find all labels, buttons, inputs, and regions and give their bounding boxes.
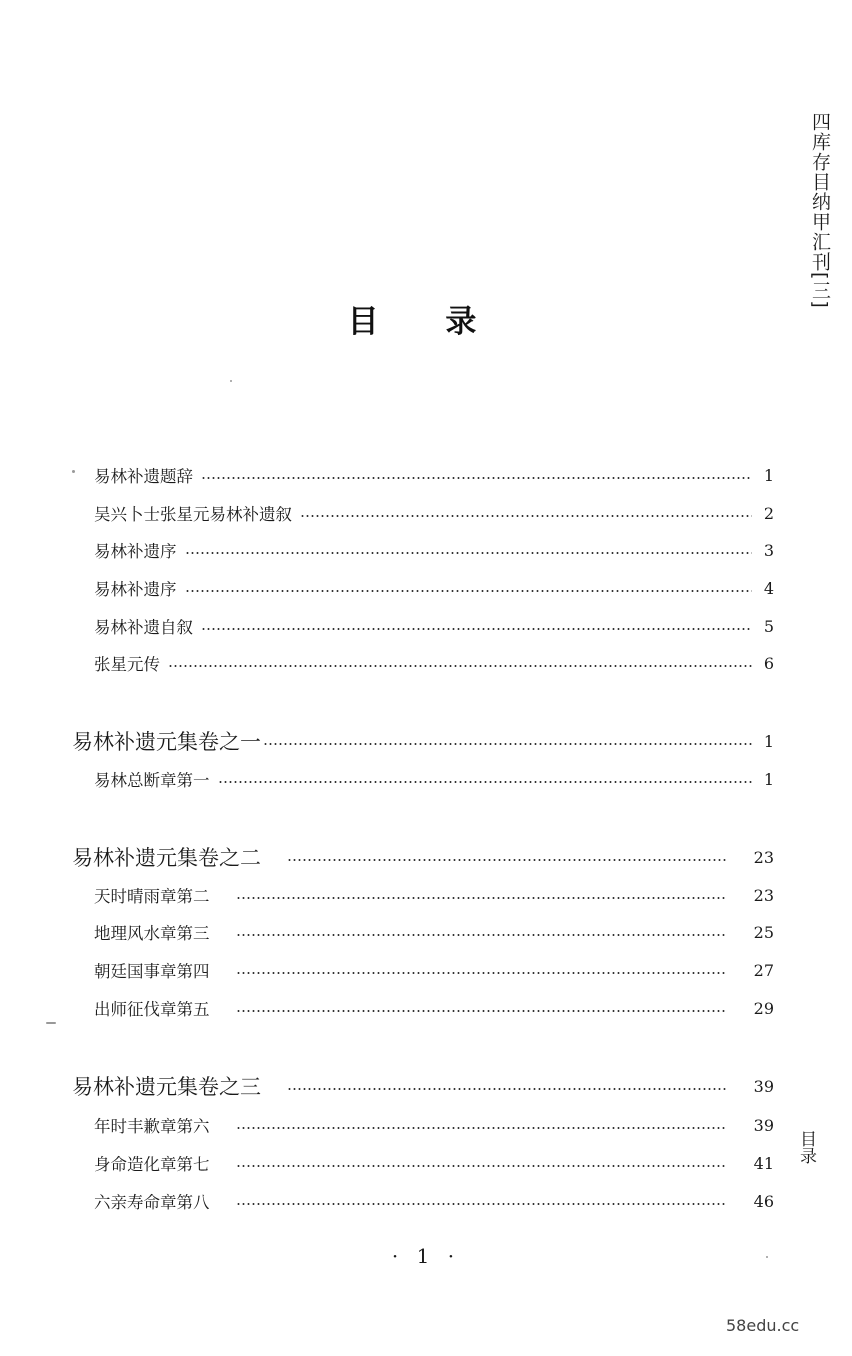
toc-entry[interactable] xyxy=(94,498,774,528)
toc-entry[interactable] xyxy=(94,573,774,603)
toc-entry[interactable] xyxy=(94,955,774,985)
toc-entry-label: 易林补遗自叙 xyxy=(94,618,193,637)
toc-volume-label: 易林补遗元集卷之一 xyxy=(72,730,261,754)
toc-volume-heading[interactable] xyxy=(72,840,774,874)
toc-entry-label: 出师征伐章第五 xyxy=(94,1000,210,1019)
toc-volume-page: 23 xyxy=(753,847,774,867)
toc-entry-page: 23 xyxy=(753,885,774,905)
toc-entry-page: 2 xyxy=(763,503,774,523)
toc-entry-label: 身命造化章第七 xyxy=(94,1155,210,1174)
toc-entry-label: 易林补遗序 xyxy=(94,542,177,561)
dot-leader xyxy=(201,477,752,479)
dot-leader xyxy=(287,859,726,861)
dot-leader xyxy=(236,897,726,899)
page-folio: · 1 · xyxy=(391,1244,461,1268)
dot-leader xyxy=(236,1127,726,1129)
toc-volume-label: 易林补遗元集卷之二 xyxy=(72,846,261,870)
toc-entry-page: 29 xyxy=(753,998,774,1018)
toc-entry[interactable] xyxy=(94,535,774,565)
toc-entry-label: 朝廷国事章第四 xyxy=(94,962,210,981)
toc-entry[interactable] xyxy=(94,1110,774,1140)
dot-leader xyxy=(236,1165,726,1167)
page-heading: 目 录 xyxy=(347,304,505,340)
toc-entry-label: 张星元传 xyxy=(94,655,160,674)
toc-entry-page: 1 xyxy=(763,769,774,789)
scan-speck xyxy=(230,380,232,382)
toc-volume-heading[interactable] xyxy=(72,1069,774,1103)
dot-leader xyxy=(236,1203,726,1205)
dot-leader xyxy=(168,665,752,667)
dot-leader xyxy=(201,628,752,630)
toc-entry-label: 六亲寿命章第八 xyxy=(94,1193,210,1212)
toc-entry-page: 46 xyxy=(753,1191,774,1211)
toc-entry[interactable] xyxy=(94,611,774,641)
toc-entry-label: 地理风水章第三 xyxy=(94,924,210,943)
toc-entry-page: 6 xyxy=(763,653,774,673)
toc-entry-page: 41 xyxy=(753,1153,774,1173)
toc-entry-label: 易林补遗题辞 xyxy=(94,467,193,486)
toc-volume-label: 易林补遗元集卷之三 xyxy=(72,1075,261,1099)
toc-entry-page: 4 xyxy=(763,578,774,598)
dot-leader xyxy=(300,515,752,517)
dot-leader xyxy=(185,552,753,554)
watermark: 58edu.cc xyxy=(726,1316,800,1335)
toc-entry[interactable] xyxy=(94,917,774,947)
scan-speck xyxy=(72,470,75,473)
toc-entry[interactable] xyxy=(94,1186,774,1216)
toc-entry-page: 1 xyxy=(763,465,774,485)
scan-speck xyxy=(766,1256,768,1258)
toc-entry-label: 易林补遗序 xyxy=(94,580,177,599)
toc-entry[interactable] xyxy=(94,764,774,794)
toc-entry-page: 3 xyxy=(763,540,774,560)
toc-entry[interactable] xyxy=(94,993,774,1023)
toc-entry[interactable] xyxy=(94,880,774,910)
toc-entry-page: 25 xyxy=(753,922,774,942)
toc-entry-page: 39 xyxy=(753,1115,774,1135)
toc-entry-label: 年时丰歉章第六 xyxy=(94,1117,210,1136)
side-section-label: 目录 xyxy=(796,1130,816,1164)
toc-entry-label: 天时晴雨章第二 xyxy=(94,887,210,906)
toc-volume-page: 1 xyxy=(763,731,774,751)
toc-volume-heading[interactable] xyxy=(72,724,774,758)
toc-entry-page: 5 xyxy=(763,616,774,636)
dot-leader xyxy=(263,743,752,745)
dot-leader xyxy=(185,590,753,592)
toc-volume-page: 39 xyxy=(753,1076,774,1096)
dot-leader xyxy=(287,1088,726,1090)
toc-entry-label: 易林总断章第一 xyxy=(94,771,210,790)
toc-entry[interactable] xyxy=(94,648,774,678)
scan-speck xyxy=(46,1022,56,1024)
toc-entry-label: 吴兴卜士张星元易林补遗叙 xyxy=(94,505,292,524)
toc-entry[interactable] xyxy=(94,1148,774,1178)
dot-leader xyxy=(236,972,726,974)
dot-leader xyxy=(218,781,753,783)
dot-leader xyxy=(236,1010,726,1012)
dot-leader xyxy=(236,934,726,936)
toc-entry[interactable] xyxy=(94,460,774,490)
series-title: 四库存目纳甲汇刊[三] xyxy=(809,112,831,309)
toc-entry-page: 27 xyxy=(753,960,774,980)
